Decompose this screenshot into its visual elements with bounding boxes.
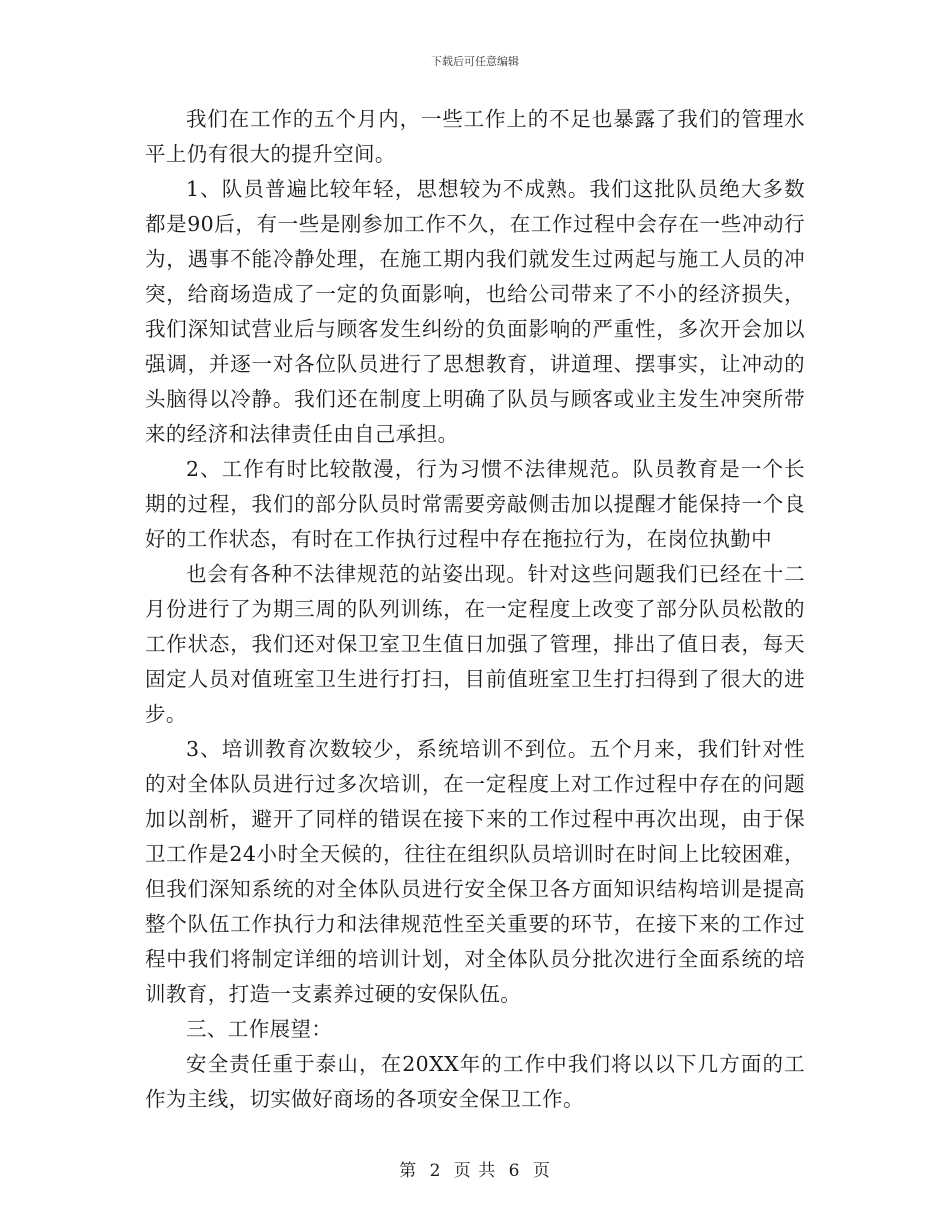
page-footer: [0, 1156, 950, 1181]
footer-middle: 页 共: [453, 1161, 497, 1181]
paragraph-outlook: 安全责任重于泰山，在20XX年的工作中我们将以以下几方面的工作为主线，切实做好商场的各项安全保卫工作。: [145, 1052, 805, 1111]
paragraph-point-3: 3、培训教育次数较少，系统培训不到位。五个月来，我们针对性的对全体队员进行过多次培训，在一定程度上对工作过程中存在的问题加以剖析，避开了同样的错误在接下来的工作过程中再次出现，由于保卫工作是24小时全天候的，往往在组织队员培训时在时间上比较困难，但我们深知系统的对全体队员进行安全保卫各方面知识结构培训是提高整个队伍工作执行力和法律规范性至关重要的环节，在接下来的工作过程中我们将制定详细的培训计划，对全体队员分批次进行全面系统的培训教育，打造一支素养过硬的安保队伍。: [145, 737, 805, 1006]
paragraph-point-2-continued: 也会有各种不法律规范的站姿出现。针对这些问题我们已经在十二月份进行了为期三周的队列训练，在一定程度上改变了部分队员松散的工作状态，我们还对保卫室卫生值日加强了管理，排出了值日表，每天固定人员对值班室卫生进行打扫，目前值班室卫生打扫得到了很大的进步。: [145, 562, 805, 726]
footer-suffix: 页: [532, 1161, 551, 1181]
document-body: [145, 102, 805, 1117]
paragraph-point-2: 2、工作有时比较散漫，行为习惯不法律规范。队员教育是一个长期的过程，我们的部分队员时常需要旁敲侧击加以提醒才能保持一个良好的工作状态，有时在工作执行过程中存在拖拉行为，在岗位执勤中: [145, 457, 805, 551]
page-header: 下载后可任意编辑: [431, 55, 519, 68]
total-pages-number: 6: [508, 1161, 521, 1181]
section-heading-outlook: 三、工作展望：: [186, 1017, 333, 1041]
paragraph-intro: 我们在工作的五个月内，一些工作上的不足也暴露了我们的管理水平上仍有很大的提升空间。: [145, 107, 805, 166]
current-page-number: 2: [429, 1161, 442, 1181]
footer-prefix: 第: [399, 1161, 418, 1181]
paragraph-point-1: 1、队员普遍比较年轻，思想较为不成熟。我们这批队员绝大多数都是90后，有一些是刚参加工作不久，在工作过程中会存在一些冲动行为，遇事不能冷静处理，在施工期内我们就发生过两起与施工人员的冲突，给商场造成了一定的负面影响，也给公司带来了不小的经济损失，我们深知试营业后与顾客发生纠纷的负面影响的严重性，多次开会加以强调，并逐一对各位队员进行了思想教育，讲道理、摆事实，让冲动的头脑得以冷静。我们还在制度上明确了队员与顾客或业主发生冲突所带来的经济和法律责任由自己承担。: [145, 177, 805, 446]
